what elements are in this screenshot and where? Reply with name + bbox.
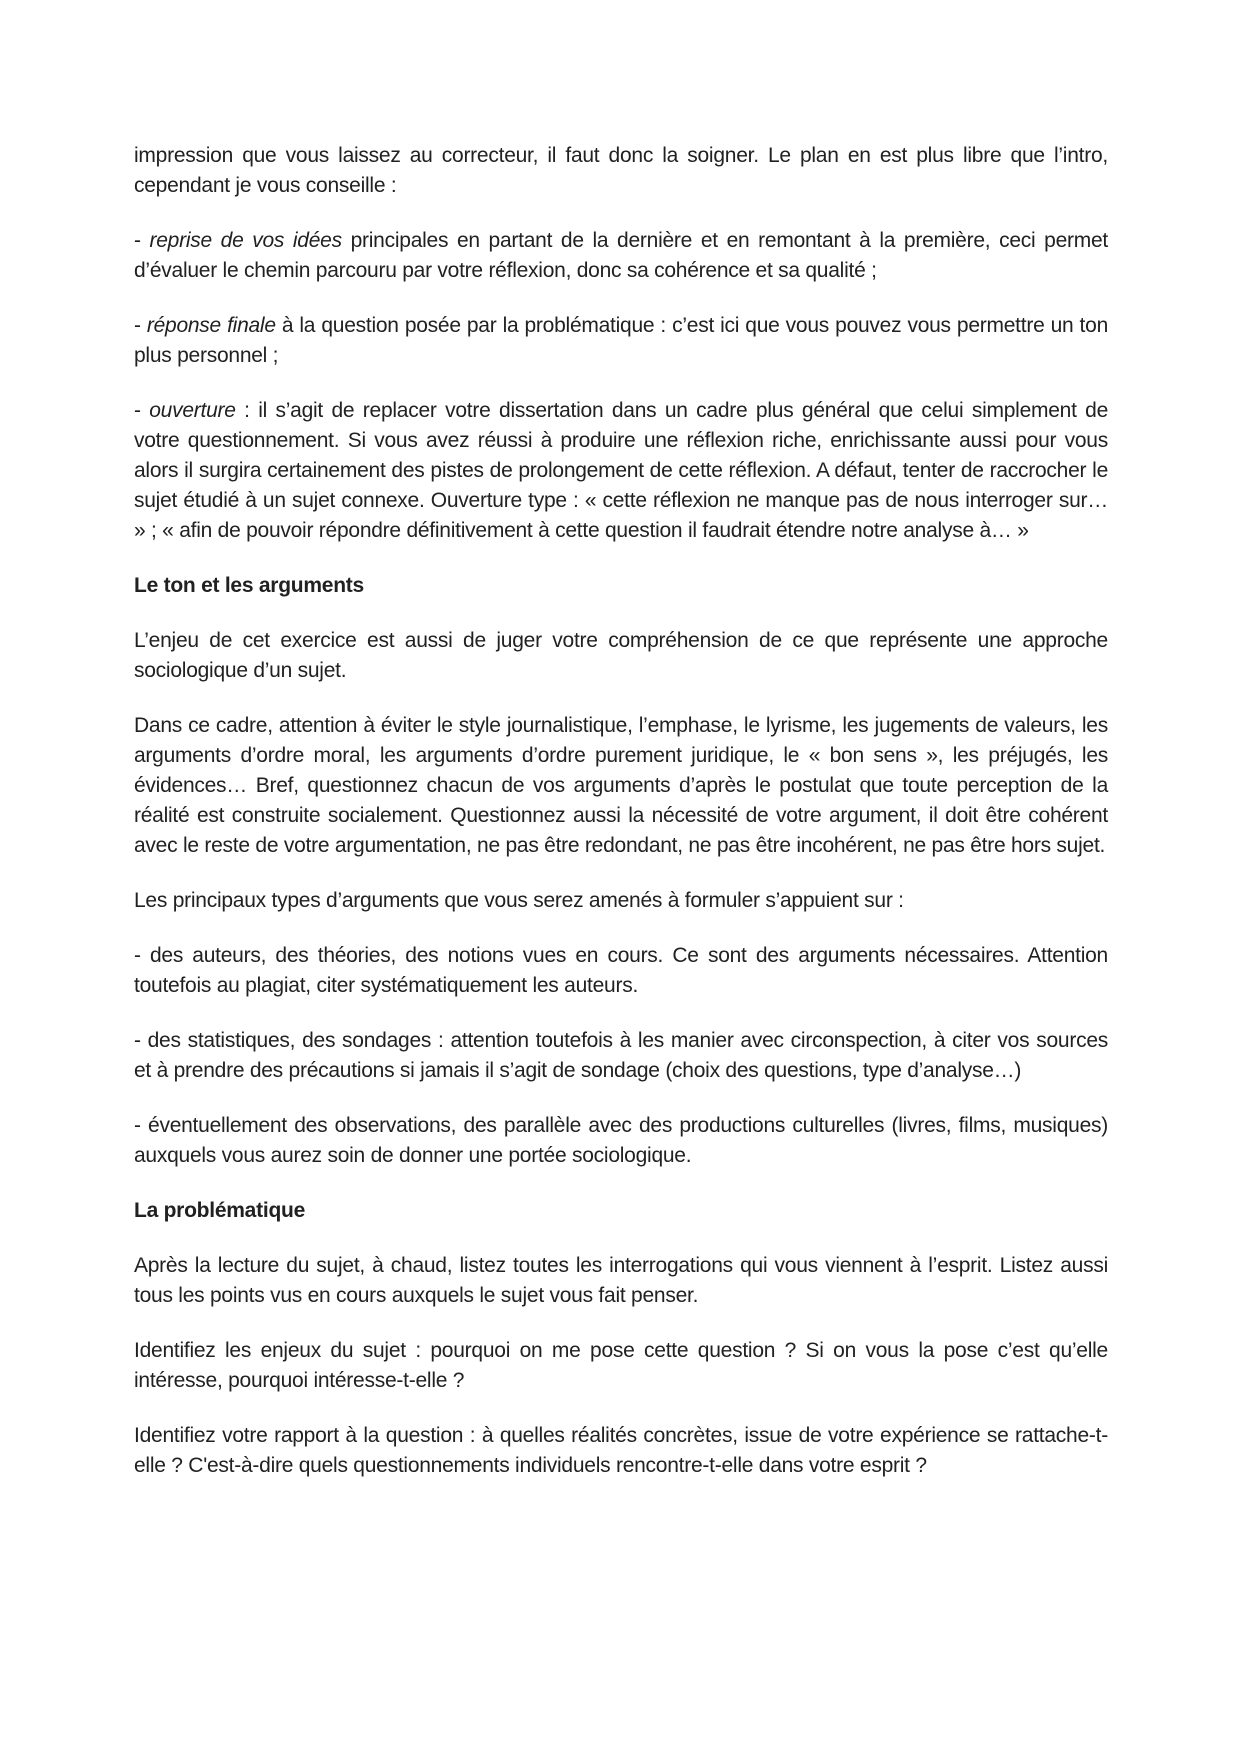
text-run: - éventuellement des observations, des parallèle avec des productions culturelles (livres, films, musiques) auxquels vous aurez soin de donner une portée sociologique. <box>134 1114 1108 1167</box>
text-run: Identifiez les enjeux du sujet : pourquoi on me pose cette question ? Si on vous la pose c’est qu’elle intéresse, pourquoi intéresse-t-elle ? <box>134 1339 1108 1392</box>
italic-text-run: réponse finale <box>146 314 276 337</box>
section-heading-problematique <box>134 1196 1108 1226</box>
text-run: impression que vous laissez au correcteur, il faut donc la soigner. Le plan en est plus libre que l’intro, cependant je vous conseille : <box>134 144 1108 197</box>
text-run: - <box>134 399 150 422</box>
paragraph <box>134 626 1108 686</box>
text-run: L’enjeu de cet exercice est aussi de juger votre compréhension de ce que représente une approche sociologique d’un sujet. <box>134 629 1108 682</box>
paragraph-bullet <box>134 941 1108 1001</box>
text-run: - des auteurs, des théories, des notions vues en cours. Ce sont des arguments nécessaires. Attention toutefois au plagiat, citer systématiquement les auteurs. <box>134 944 1108 997</box>
text-run: : il s’agit de replacer votre dissertation dans un cadre plus général que celui simplement de votre questionnement. Si vous avez réussi à produire une réflexion riche, enrichissante aussi pour vous alors il surgira certainement des pistes de prolongement de cette réflexion. A défaut, tenter de raccrocher le sujet étudié à un sujet connexe. Ouverture type : « cette réflexion ne manque pas de nous interroger sur… » ; « afin de pouvoir répondre définitivement à cette question il faudrait étendre notre analyse à… » <box>134 399 1109 542</box>
paragraph <box>134 1421 1108 1481</box>
heading-text: Le ton et les arguments <box>134 574 364 597</box>
paragraph-bullet <box>134 311 1108 371</box>
text-run: - <box>134 314 147 337</box>
text-run: Identifiez votre rapport à la question : à quelles réalités concrètes, issue de votre expérience se rattache-t-elle ? C'est-à-dire quels questionnements individuels rencontre-t-elle dans votre esprit ? <box>134 1424 1108 1477</box>
text-run: - des statistiques, des sondages : attention toutefois à les manier avec circonspection, à citer vos sources et à prendre des précautions si jamais il s’agit de sondage (choix des questions, type d’analyse…) <box>134 1029 1108 1082</box>
italic-text-run: ouverture <box>149 399 236 422</box>
text-run: à la question posée par la problématique : c’est ici que vous pouvez vous permettre un ton plus personnel ; <box>134 314 1108 367</box>
paragraph-bullet <box>134 396 1108 546</box>
paragraph <box>134 1251 1108 1311</box>
paragraph <box>134 141 1108 201</box>
section-heading-ton-et-arguments <box>134 571 1108 601</box>
paragraph <box>134 1336 1108 1396</box>
text-run: Dans ce cadre, attention à éviter le style journalistique, l’emphase, le lyrisme, les jugements de valeurs, les arguments d’ordre moral, les arguments d’ordre purement juridique, le « bon sens », les préjugés, les évidences… Bref, questionnez chacun de vos arguments d’après le postulat que toute perception de la réalité est construite socialement. Questionnez aussi la nécessité de votre argument, il doit être cohérent avec le reste de votre argumentation, ne pas être redondant, ne pas être incohérent, ne pas être hors sujet. <box>134 714 1108 857</box>
paragraph-bullet <box>134 1026 1108 1086</box>
paragraph <box>134 711 1108 861</box>
text-run: Les principaux types d’arguments que vous serez amenés à formuler s’appuient sur : <box>134 889 904 912</box>
text-run: principales en partant de la dernière et en remontant à la première, ceci permet d’évaluer le chemin parcouru par votre réflexion, donc sa cohérence et sa qualité ; <box>134 229 1109 282</box>
paragraph <box>134 886 1108 916</box>
italic-text-run: reprise de vos idées <box>149 229 342 252</box>
paragraph-bullet <box>134 1111 1108 1171</box>
paragraph-bullet <box>134 226 1108 286</box>
text-run: Après la lecture du sujet, à chaud, listez toutes les interrogations qui vous viennent à l’esprit. Listez aussi tous les points vus en cours auxquels le sujet vous fait penser. <box>134 1254 1108 1307</box>
heading-text: La problématique <box>134 1199 306 1222</box>
text-run: - <box>134 229 150 252</box>
